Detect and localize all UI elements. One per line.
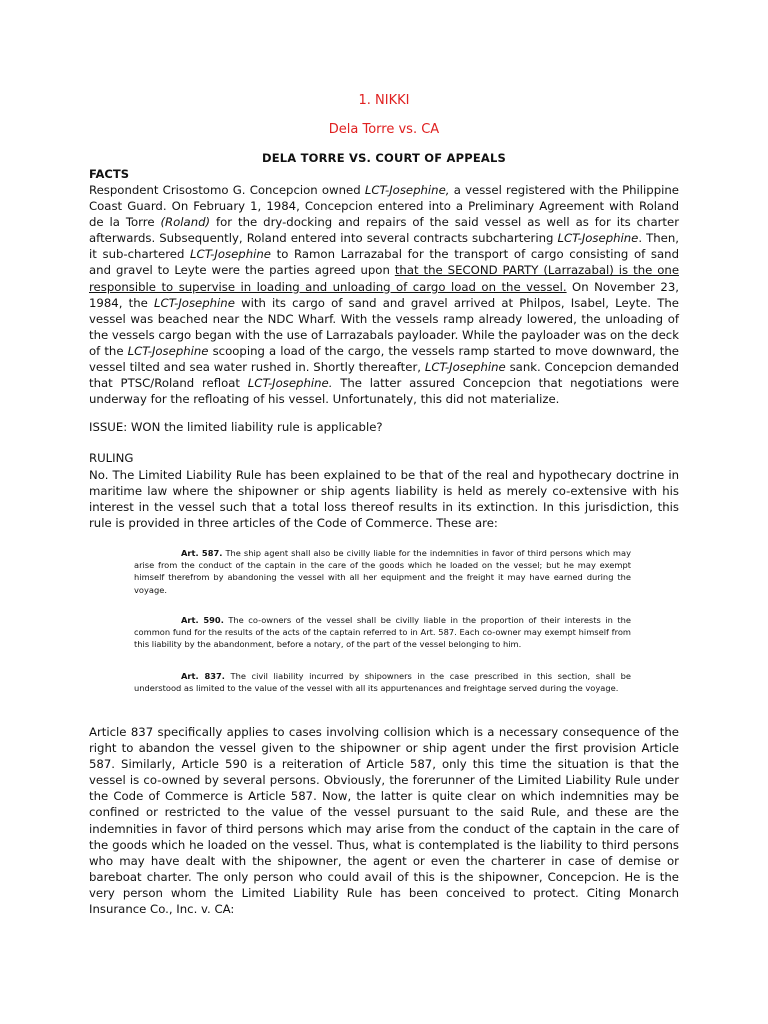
case-short-title: Dela Torre vs. CA <box>328 122 440 137</box>
issue-line: ISSUE: WON the limited liability rule is applicable? <box>89 420 383 434</box>
ruling-heading: RULING <box>89 451 134 465</box>
ruling-paragraph: No. The Limited Liability Rule has been explained to be that of the real and hypothecary doctrine in maritime law where the shipowner or ship agents liability is held as merely co-extensive with his interest in the vessel such that a total loss thereof results in its extinction. In this jurisdiction, this rule is provided in three articles of the Code of Commerce. These are: <box>89 468 679 531</box>
facts-heading: FACTS <box>89 167 130 181</box>
article-587-quote: Art. 587. The ship agent shall also be civilly liable for the indemnities in favor of third persons which may arise from the conduct of the captain in the care of the goods which he loaded on the vessel; but he may exempt himself therefrom by abandoning the vessel with all her equipment and the freight it may have earned during the voyage. <box>134 548 632 595</box>
facts-paragraph: Respondent Crisostomo G. Concepcion owned LCT-Josephine, a vessel registered with the Philippine Coast Guard. On February 1, 1984, Concepcion entered into a Preliminary Agreement with Roland de la Torre (Roland) for the dry-docking and repairs of the said vessel as well as for its charter afterwards. Subsequently, Roland entered into several contracts subchartering LCT-Josephine. Then, it sub-chartered LCT-Josephine to Ramon Larrazabal for the transport of cargo consisting of sand and gravel to Leyte were the parties agreed upon that the SECOND PARTY (Larrazabal) is the one responsible to supervise in loading and unloading of cargo load on the vessel. On November 23, 1984, the LCT-Josephine with its cargo of sand and gravel arrived at Philpos, Isabel, Leyte. The vessel was beached near the NDC Wharf. With the vessels ramp already lowered, the unloading of the vessels cargo began with the use of Larrazabals payloader. While the payloader was on the deck of the LCT-Josephine scooping a load of the cargo, the vessels ramp started to move downward, the vessel tilted and sea water rushed in. Shortly thereafter, LCT-Josephine sank. Concepcion demanded that PTSC/Roland refloat LCT-Josephine. The latter assured Concepcion that negotiations were underway for the refloating of his vessel. Unfortunately, this did not materialize. <box>89 183 680 407</box>
case-number-title: 1. NIKKI <box>358 93 410 108</box>
underlined-clause: that the SECOND PARTY (Larrazabal) is the one responsible to supervise in loading and unloading of cargo load on the vessel. <box>89 263 680 294</box>
case-caption: DELA TORRE VS. COURT OF APPEALS <box>261 151 507 165</box>
discussion-paragraph: Article 837 specifically applies to cases involving collision which is a necessary consequence of the right to abandon the vessel given to the shipowner or ship agent under the first provision Article 587. Similarly, Article 590 is a reiteration of Article 587, only this time the situation is that the vessel is co-owned by several persons. Obviously, the forerunner of the Limited Liability Rule under the Code of Commerce is Article 587. Now, the latter is quite clear on which indemnities may be confined or restricted to the value of the vessel pursuant to the said Rule, and these are the indemnities in favor of third persons which may arise from the conduct of the captain in the care of the goods which he loaded on the vessel. Thus, what is contemplated is the liability to third persons who may have dealt with the shipowner, the agent or even the charterer in case of demise or bareboat charter. The only person who could avail of this is the shipowner, Concepcion. He is the very person whom the Limited Liability Rule has been conceived to protect. Citing Monarch Insurance Co., Inc. v. CA: <box>89 725 679 917</box>
article-590-quote: Art. 590. The co-owners of the vessel shall be civilly liable in the proportion of their interests in the common fund for the results of the acts of the captain referred to in Art. 587. Each co-owner may exempt himself from this liability by the abandonment, before a notary, of the part of the vessel belonging to him. <box>134 615 631 650</box>
article-837-quote: Art. 837. The civil liability incurred by shipowners in the case prescribed in this section, shall be understood as limited to the value of the vessel with all its appurtenances and freightage served during the voyage. <box>134 671 631 694</box>
